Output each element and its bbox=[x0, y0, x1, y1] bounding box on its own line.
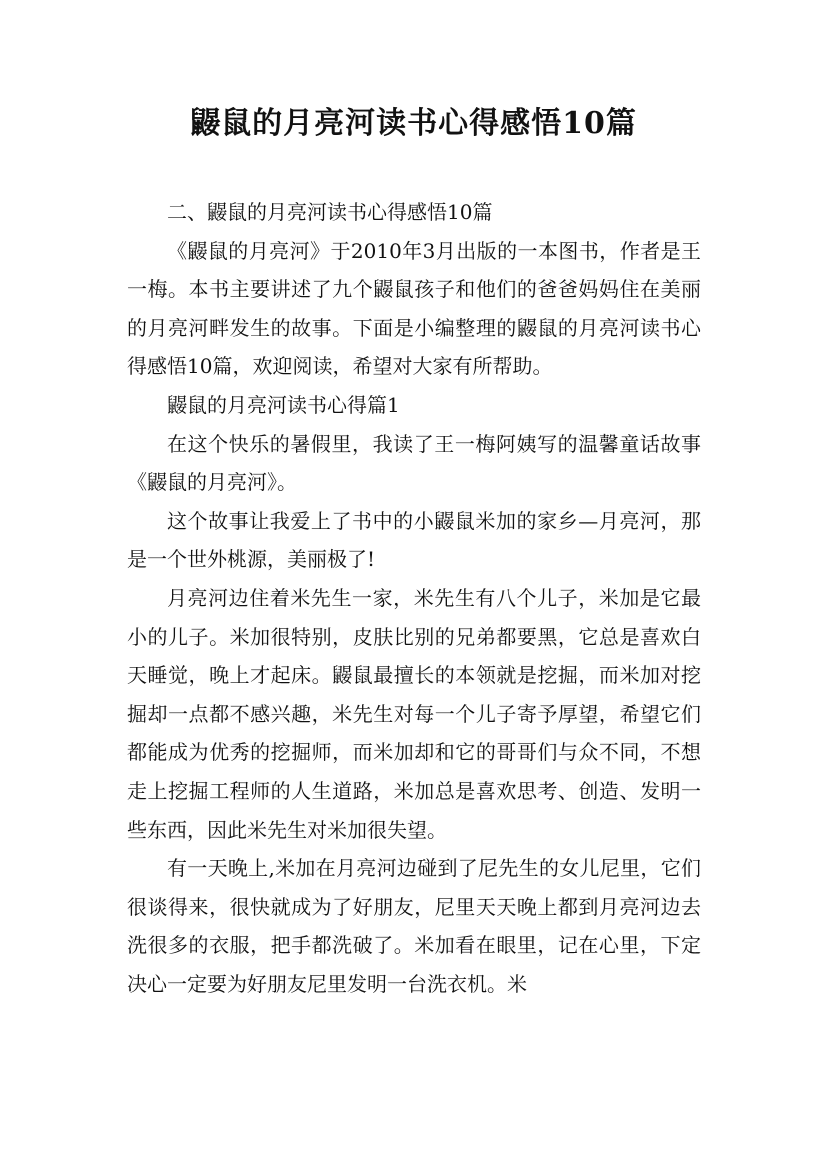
section-heading: 二、鼹鼠的月亮河读书心得感悟10篇 bbox=[167, 200, 493, 224]
body-paragraph: 在这个快乐的暑假里，我读了王一梅阿姨写的温馨童话故事《鼹鼠的月亮河》。 bbox=[127, 431, 701, 495]
document-body bbox=[127, 193, 701, 1003]
essay-heading: 鼹鼠的月亮河读书心得篇1 bbox=[167, 392, 400, 417]
intro-paragraph: 《鼹鼠的月亮河》于2010年3月出版的一本图书，作者是王一梅。本书主要讲述了九个鼹鼠孩子和他们的爸爸妈妈住在美丽的月亮河畔发生的故事。下面是小编整理的鼹鼠的月亮河读书心得感悟10篇，欢迎阅读，希望对大家有所帮助。 bbox=[127, 238, 701, 379]
body-paragraph: 这个故事让我爱上了书中的小鼹鼠米加的家乡—月亮河，那是一个世外桃源，美丽极了! bbox=[127, 508, 701, 572]
body-paragraph: 有一天晚上,米加在月亮河边碰到了尼先生的女儿尼里，它们很谈得来，很快就成为了好朋友，尼里天天晚上都到月亮河边去洗很多的衣服，把手都洗破了。米加看在眼里，记在心里，下定决心一定要为好朋友尼里发明一台洗衣机。米 bbox=[127, 856, 701, 996]
document-title: 鼹鼠的月亮河读书心得感悟10篇 bbox=[190, 106, 637, 141]
body-paragraph: 月亮河边住着米先生一家，米先生有八个儿子，米加是它最小的儿子。米加很特别，皮肤比别的兄弟都要黑，它总是喜欢白天睡觉，晚上才起床。鼹鼠最擅长的本领就是挖掘，而米加对挖掘却一点都不感兴趣，米先生对每一个儿子寄予厚望，希望它们都能成为优秀的挖掘师，而米加却和它的哥哥们与众不同，不想走上挖掘工程师的人生道路，米加总是喜欢思考、创造、发明一些东西，因此米先生对米加很失望。 bbox=[127, 585, 701, 842]
